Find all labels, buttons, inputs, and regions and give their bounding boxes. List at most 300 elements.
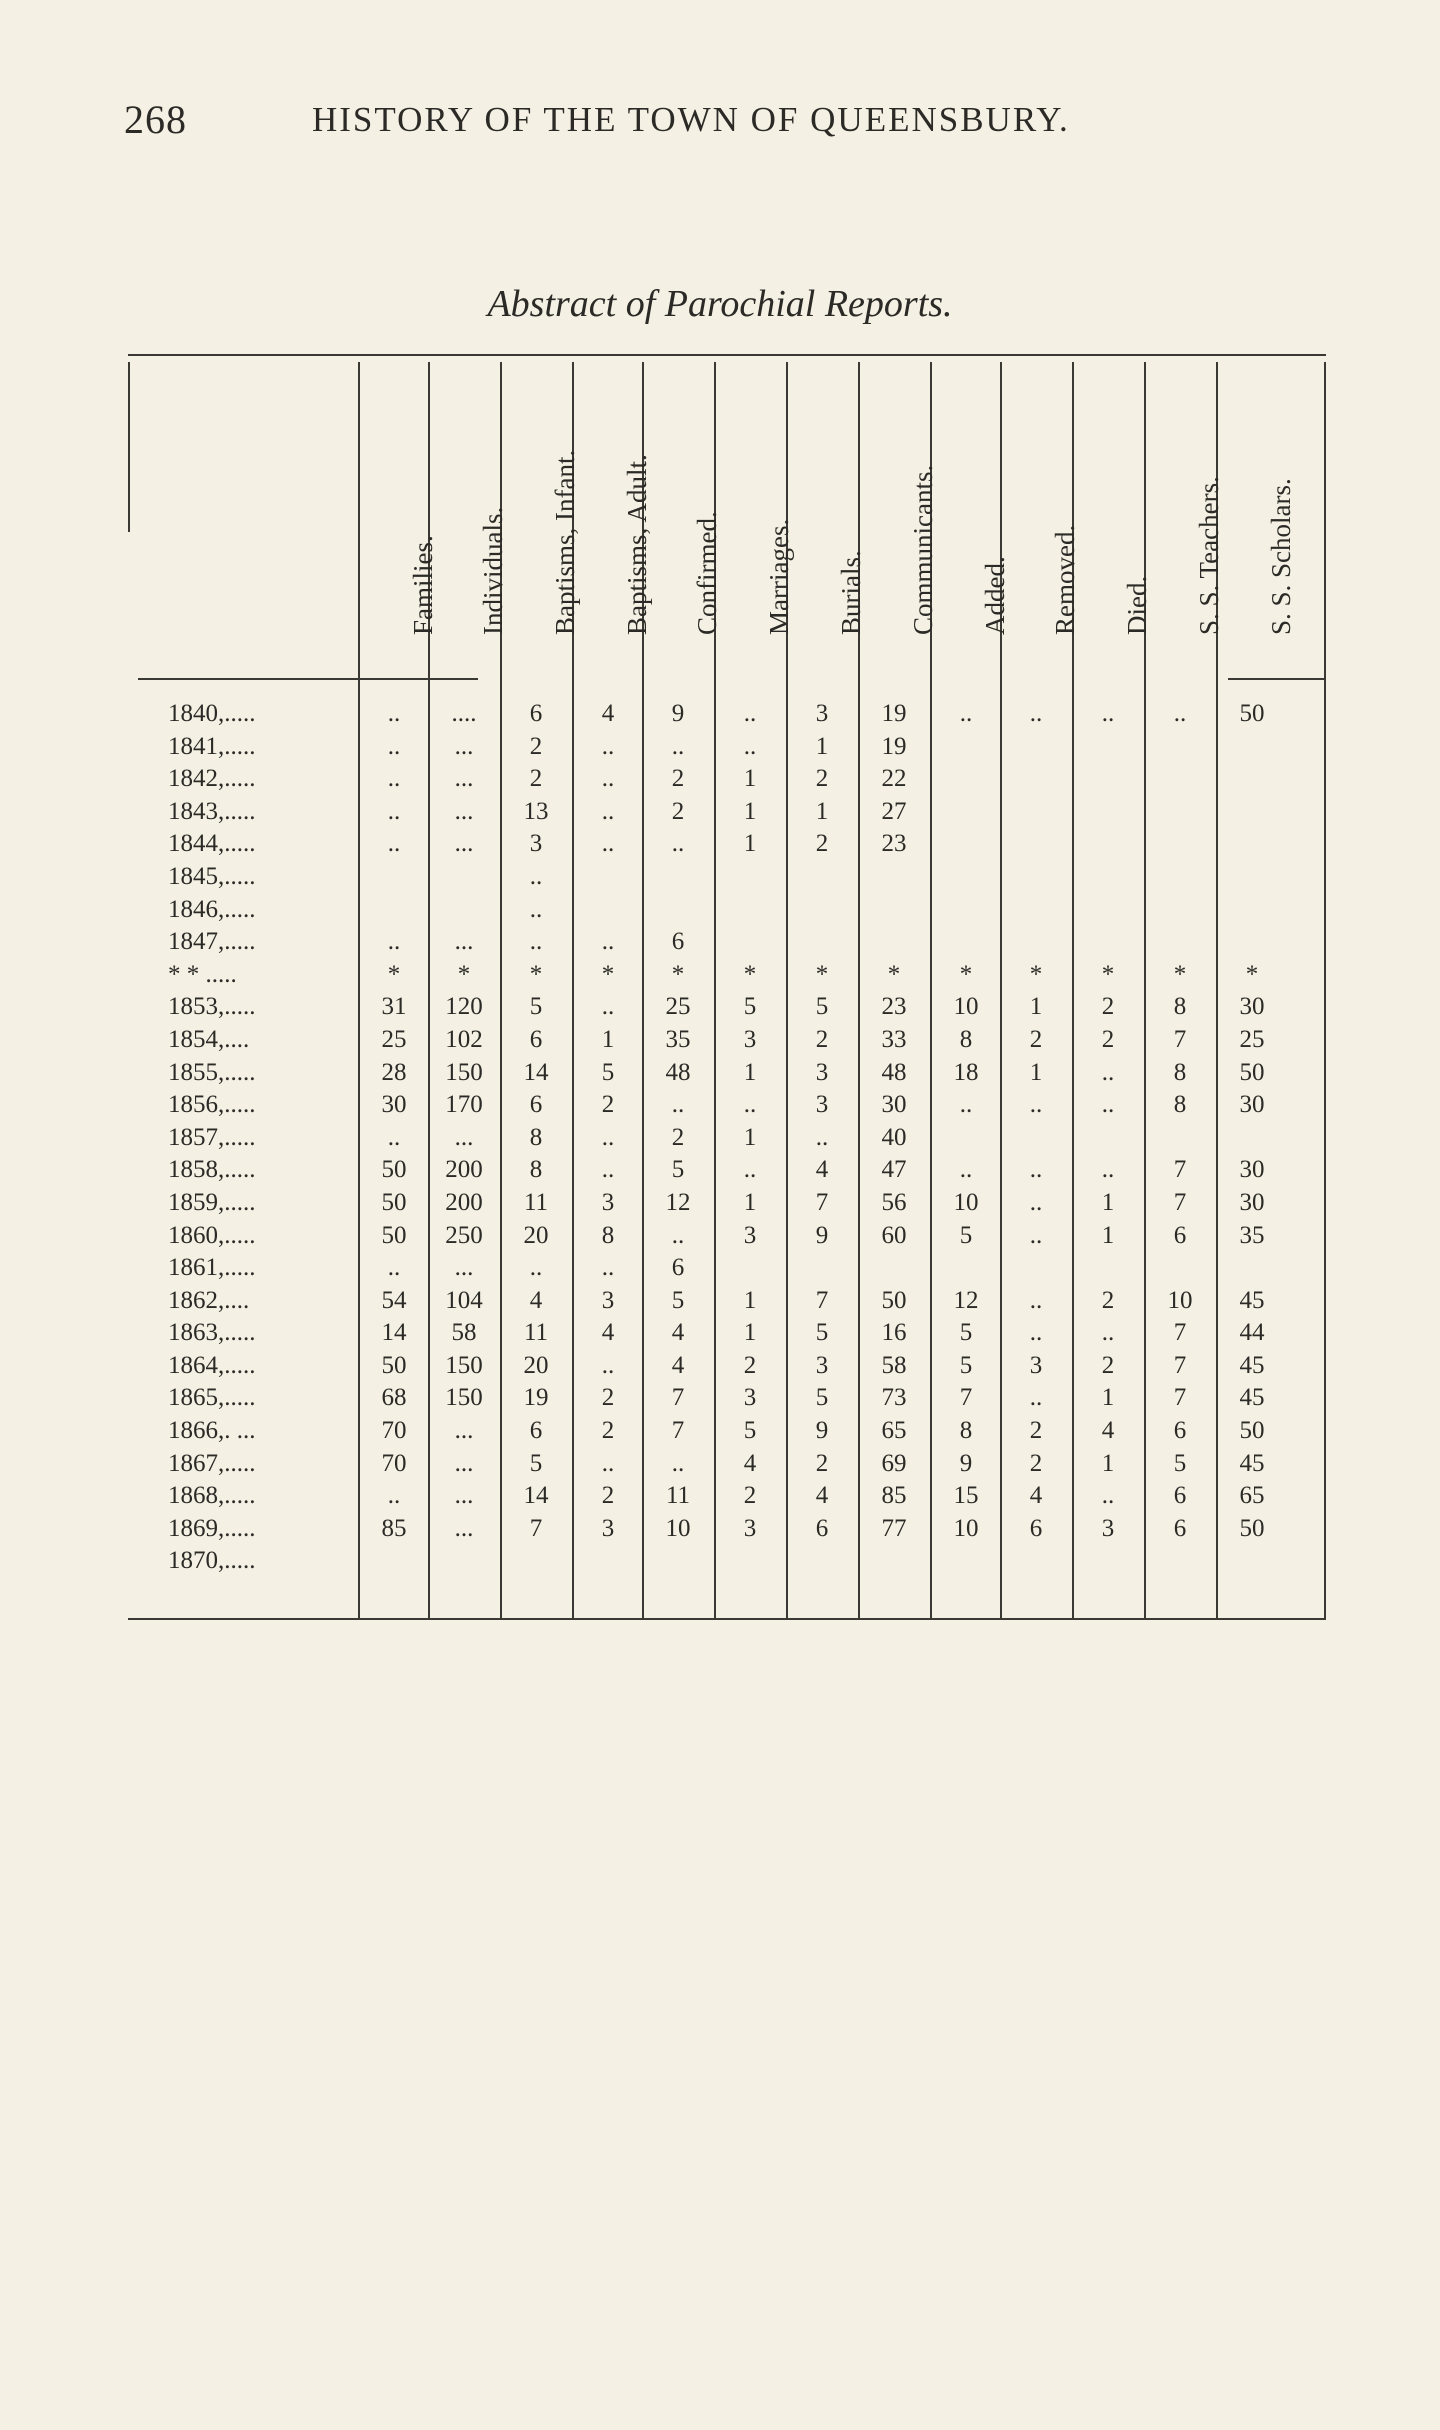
- table-row: [128, 1222, 1326, 1255]
- table-cell: 14: [523, 1058, 549, 1086]
- table-cell: 7: [1173, 1319, 1187, 1347]
- column-header-label: S. S. Scholars.: [1266, 478, 1296, 635]
- row-year: 1866,. ...: [168, 1417, 256, 1445]
- row-year: 1845,.....: [168, 862, 256, 890]
- table-cell: 58: [881, 1351, 907, 1379]
- table-cell: 50: [381, 1351, 407, 1379]
- table-cell: 120: [445, 993, 483, 1021]
- table-cell: *: [959, 960, 973, 988]
- table-cell: *: [1029, 960, 1043, 988]
- table-cell: 19: [881, 700, 907, 727]
- table-row: [128, 1547, 1326, 1580]
- table-cell: ..: [387, 732, 401, 760]
- column-header: [648, 356, 722, 666]
- column-header: [1006, 356, 1080, 666]
- table-cell: *: [387, 960, 401, 988]
- row-year: 1843,.....: [168, 797, 256, 825]
- table-cell: 2: [601, 1091, 615, 1119]
- table-cell: 1: [743, 1319, 757, 1347]
- table-cell: ...: [454, 1482, 474, 1510]
- table-cell: 9: [959, 1449, 973, 1477]
- table-row: [128, 1026, 1326, 1059]
- table-cell: 2: [529, 732, 543, 760]
- table-row: [128, 798, 1326, 831]
- table-cell: 3: [815, 1091, 829, 1119]
- table-cell: ..: [671, 1091, 685, 1119]
- table-cell: 3: [529, 830, 543, 858]
- table-cell: 4: [743, 1449, 757, 1477]
- table-cell: ..: [601, 993, 615, 1021]
- table-body: [128, 700, 1326, 1580]
- table-cell: 7: [959, 1384, 973, 1412]
- table-cell: ...: [454, 797, 474, 825]
- table-cell: 170: [445, 1091, 483, 1119]
- table-cell: 23: [881, 830, 907, 858]
- column-header-label: Added.: [980, 556, 1010, 635]
- table-cell: 30: [1239, 1091, 1265, 1119]
- row-year: 1853,.....: [168, 993, 256, 1021]
- table-cell: 85: [881, 1482, 907, 1510]
- table-cell: 2: [1029, 1449, 1043, 1477]
- table-row: [128, 1319, 1326, 1352]
- table-cell: 3: [743, 1514, 757, 1542]
- table-cell: 5: [959, 1351, 973, 1379]
- table-cell: 33: [881, 1025, 907, 1053]
- row-year: 1857,.....: [168, 1123, 256, 1151]
- table-cell: 7: [1173, 1156, 1187, 1184]
- table-cell: 50: [881, 1286, 907, 1314]
- table-cell: ..: [529, 1254, 543, 1282]
- table-cell: *: [1173, 960, 1187, 988]
- table-cell: ..: [671, 1221, 685, 1249]
- column-header: [1078, 356, 1152, 666]
- table-cell: ..: [387, 797, 401, 825]
- table-cell: 200: [445, 1156, 483, 1184]
- table-cell: ..: [601, 732, 615, 760]
- table-cell: 50: [1239, 1417, 1265, 1445]
- column-header: [578, 356, 652, 666]
- table-cell: 47: [881, 1156, 907, 1184]
- row-year: 1869,.....: [168, 1514, 256, 1542]
- table-cell: ..: [1029, 1384, 1043, 1412]
- table-cell: 25: [381, 1025, 407, 1053]
- table-cell: ....: [451, 700, 477, 727]
- table-cell: 5: [815, 1384, 829, 1412]
- table-cell: 5: [743, 1417, 757, 1445]
- table-cell: 10: [665, 1514, 691, 1542]
- table-cell: 4: [601, 700, 615, 727]
- header-rule-right: [1228, 678, 1324, 680]
- table-cell: 1: [601, 1025, 615, 1053]
- row-year: 1859,.....: [168, 1188, 256, 1216]
- table-cell: 10: [953, 1514, 979, 1542]
- table-cell: 10: [953, 993, 979, 1021]
- table-row: [128, 765, 1326, 798]
- running-title: HISTORY OF THE TOWN OF QUEENSBURY.: [312, 100, 1070, 139]
- column-header: [434, 356, 508, 666]
- table-cell: ..: [1101, 1058, 1115, 1086]
- table-cell: 7: [671, 1384, 685, 1412]
- table-cell: 150: [445, 1058, 483, 1086]
- table-cell: 8: [601, 1221, 615, 1249]
- row-year: 1863,.....: [168, 1319, 256, 1347]
- table-cell: 2: [671, 1123, 685, 1151]
- table-cell: 8: [529, 1123, 543, 1151]
- column-header-label: Confirmed.: [692, 511, 722, 635]
- table-cell: 3: [601, 1514, 615, 1542]
- table-cell: 2: [601, 1384, 615, 1412]
- table-cell: 2: [529, 765, 543, 793]
- table-cell: 25: [1239, 1025, 1265, 1053]
- table-cell: 10: [953, 1188, 979, 1216]
- table-cell: 27: [881, 797, 907, 825]
- table-cell: 30: [1239, 993, 1265, 1021]
- table-cell: ..: [387, 765, 401, 793]
- table-cell: 6: [529, 700, 543, 727]
- table-cell: 2: [1101, 1025, 1115, 1053]
- table-cell: 8: [529, 1156, 543, 1184]
- table-cell: 54: [381, 1286, 407, 1314]
- table-row: [128, 1384, 1326, 1417]
- table-cell: ..: [601, 1254, 615, 1282]
- table-cell: ..: [601, 1351, 615, 1379]
- table-cell: 77: [881, 1514, 907, 1542]
- table-cell: 35: [1239, 1221, 1265, 1249]
- table-cell: ..: [1029, 1091, 1043, 1119]
- column-header: [720, 356, 794, 666]
- column-header-label: Removed.: [1050, 524, 1080, 635]
- column-header: [936, 356, 1010, 666]
- column-header: [506, 356, 580, 666]
- row-year: 1856,.....: [168, 1091, 256, 1119]
- table-cell: 35: [665, 1025, 691, 1053]
- table-cell: ..: [529, 928, 543, 956]
- table-cell: 5: [815, 993, 829, 1021]
- table-row: [128, 863, 1326, 896]
- table-cell: 9: [671, 700, 685, 727]
- table-cell: 70: [381, 1417, 407, 1445]
- table-cell: 30: [881, 1091, 907, 1119]
- table-cell: 11: [523, 1319, 549, 1347]
- column-header-label: Baptisms, Infant.: [550, 449, 580, 635]
- table-cell: ...: [454, 830, 474, 858]
- table-cell: 11: [665, 1482, 691, 1510]
- table-cell: 4: [815, 1482, 829, 1510]
- table-cell: 6: [1173, 1221, 1187, 1249]
- table-cell: 4: [815, 1156, 829, 1184]
- table-cell: *: [1101, 960, 1115, 988]
- table-cell: 30: [1239, 1156, 1265, 1184]
- table-cell: 1: [743, 765, 757, 793]
- table-row: [128, 1287, 1326, 1320]
- table-cell: 6: [1029, 1514, 1043, 1542]
- table-cell: 2: [743, 1482, 757, 1510]
- table-cell: ...: [454, 1417, 474, 1445]
- table-cell: 6: [1173, 1482, 1187, 1510]
- table-cell: 45: [1239, 1351, 1265, 1379]
- table-cell: ..: [959, 1156, 973, 1184]
- table-cell: 1: [743, 797, 757, 825]
- table-cell: 3: [743, 1384, 757, 1412]
- row-year: 1846,.....: [168, 895, 256, 923]
- column-header: [1150, 356, 1224, 666]
- table-cell: ..: [387, 1482, 401, 1510]
- table-cell: 30: [1239, 1188, 1265, 1216]
- table-cell: ..: [387, 928, 401, 956]
- table-cell: 44: [1239, 1319, 1265, 1347]
- column-header-label: Baptisms, Adult.: [622, 454, 652, 635]
- row-year: 1867,.....: [168, 1449, 256, 1477]
- row-year: 1854,....: [168, 1025, 250, 1053]
- table-cell: ..: [671, 830, 685, 858]
- table-cell: ..: [1029, 700, 1043, 727]
- row-year: 1841,.....: [168, 732, 256, 760]
- table-cell: *: [601, 960, 615, 988]
- table-cell: 70: [381, 1449, 407, 1477]
- table-cell: 50: [1239, 1058, 1265, 1086]
- row-year: 1847,.....: [168, 928, 256, 956]
- table-cell: 7: [1173, 1025, 1187, 1053]
- table-cell: 5: [601, 1058, 615, 1086]
- table-cell: 3: [815, 1058, 829, 1086]
- table-cell: 2: [815, 830, 829, 858]
- table-cell: 5: [743, 993, 757, 1021]
- table-cell: 4: [671, 1351, 685, 1379]
- table-cell: 45: [1239, 1449, 1265, 1477]
- row-year: 1865,.....: [168, 1384, 256, 1412]
- table-cell: ..: [601, 1123, 615, 1151]
- table-row: [128, 1450, 1326, 1483]
- table-cell: ..: [601, 830, 615, 858]
- table-cell: 5: [1173, 1449, 1187, 1477]
- table-cell: 7: [529, 1514, 543, 1542]
- table-cell: *: [457, 960, 471, 988]
- table-cell: 10: [1167, 1286, 1193, 1314]
- table-cell: 23: [881, 993, 907, 1021]
- column-header-label: Burials.: [836, 550, 866, 635]
- row-year: 1862,....: [168, 1286, 250, 1314]
- table-cell: ..: [1029, 1286, 1043, 1314]
- table-cell: 8: [959, 1025, 973, 1053]
- table-cell: 102: [445, 1025, 483, 1053]
- table-row: [128, 1156, 1326, 1189]
- page-number: 268: [124, 97, 187, 142]
- table-cell: ..: [743, 1156, 757, 1184]
- table-cell: 69: [881, 1449, 907, 1477]
- table-cell: 2: [1101, 1286, 1115, 1314]
- table-cell: ..: [743, 700, 757, 727]
- table-cell: ..: [1101, 1319, 1115, 1347]
- table-cell: ..: [387, 1254, 401, 1282]
- table-cell: 1: [743, 830, 757, 858]
- table-cell: 6: [1173, 1514, 1187, 1542]
- table-row: [128, 896, 1326, 929]
- table-cell: 6: [1173, 1417, 1187, 1445]
- table-cell: ..: [1101, 1156, 1115, 1184]
- table-cell: 1: [815, 797, 829, 825]
- column-header: [364, 356, 438, 666]
- table-cell: 250: [445, 1221, 483, 1249]
- table-cell: 40: [881, 1123, 907, 1151]
- table-cell: 3: [743, 1221, 757, 1249]
- row-year: 1868,.....: [168, 1482, 256, 1510]
- table-cell: 1: [1101, 1221, 1115, 1249]
- table-cell: ..: [1029, 1156, 1043, 1184]
- table-cell: 6: [529, 1417, 543, 1445]
- table-cell: 31: [381, 993, 407, 1021]
- row-year: 1860,.....: [168, 1221, 256, 1249]
- table-cell: ...: [454, 1449, 474, 1477]
- table-cell: 13: [523, 797, 549, 825]
- table-cell: 20: [523, 1351, 549, 1379]
- table-cell: 18: [953, 1058, 979, 1086]
- table-cell: 48: [881, 1058, 907, 1086]
- table-cell: 7: [1173, 1351, 1187, 1379]
- table-cell: 65: [1239, 1482, 1265, 1510]
- table-cell: *: [815, 960, 829, 988]
- table-cell: 50: [1239, 1514, 1265, 1542]
- table-row: [128, 1352, 1326, 1385]
- table-cell: 12: [953, 1286, 979, 1314]
- table-cell: 8: [959, 1417, 973, 1445]
- table-cell: 60: [881, 1221, 907, 1249]
- table-cell: 3: [1101, 1514, 1115, 1542]
- table-cell: *: [1245, 960, 1259, 988]
- table-cell: ..: [743, 1091, 757, 1119]
- column-rule: [128, 362, 130, 532]
- table-cell: ..: [1173, 700, 1187, 727]
- table-cell: 9: [815, 1221, 829, 1249]
- table-cell: *: [529, 960, 543, 988]
- table-cell: 3: [1029, 1351, 1043, 1379]
- table-cell: 150: [445, 1384, 483, 1412]
- table-cell: 30: [381, 1091, 407, 1119]
- table-cell: ..: [601, 765, 615, 793]
- table-row: [128, 1091, 1326, 1124]
- table-row: [128, 830, 1326, 863]
- row-year: 1842,.....: [168, 765, 256, 793]
- table-cell: ..: [815, 1123, 829, 1151]
- table-cell: ...: [454, 1514, 474, 1542]
- table-cell: 7: [1173, 1384, 1187, 1412]
- column-header: [1222, 356, 1296, 666]
- table-cell: 4: [671, 1319, 685, 1347]
- table-cell: ..: [671, 1449, 685, 1477]
- table-cell: ...: [454, 1254, 474, 1282]
- table-cell: 1: [743, 1188, 757, 1216]
- table-cell: 65: [881, 1417, 907, 1445]
- table-cell: 48: [665, 1058, 691, 1086]
- table-cell: 8: [1173, 1091, 1187, 1119]
- table-cell: ...: [454, 1123, 474, 1151]
- row-year: 1840,.....: [168, 700, 256, 727]
- table-cell: 15: [953, 1482, 979, 1510]
- table-cell: 50: [381, 1156, 407, 1184]
- table-cell: ..: [959, 1091, 973, 1119]
- table-row: [128, 1189, 1326, 1222]
- table-cell: 2: [815, 1025, 829, 1053]
- table-cell: 2: [671, 797, 685, 825]
- table-cell: 2: [743, 1351, 757, 1379]
- row-year: 1855,.....: [168, 1058, 256, 1086]
- row-year: * * .....: [168, 960, 237, 988]
- table-cell: 3: [601, 1286, 615, 1314]
- table-cell: ..: [529, 895, 543, 923]
- table-cell: 2: [815, 1449, 829, 1477]
- table-cell: 6: [529, 1025, 543, 1053]
- table-cell: 16: [881, 1319, 907, 1347]
- table-cell: 1: [1029, 993, 1043, 1021]
- table-cell: 14: [381, 1319, 407, 1347]
- table-row: [128, 1059, 1326, 1092]
- table-cell: 19: [881, 732, 907, 760]
- table-cell: *: [887, 960, 901, 988]
- row-year: 1861,.....: [168, 1254, 256, 1282]
- table-cell: 1: [1101, 1449, 1115, 1477]
- table-cell: 28: [381, 1058, 407, 1086]
- table-row: [128, 1482, 1326, 1515]
- table-cell: 200: [445, 1188, 483, 1216]
- table-cell: 4: [529, 1286, 543, 1314]
- table-row: [128, 1515, 1326, 1548]
- table-cell: 68: [381, 1384, 407, 1412]
- table-cell: 73: [881, 1384, 907, 1412]
- table-cell: ...: [454, 928, 474, 956]
- table-row: [128, 1254, 1326, 1287]
- column-header: [864, 356, 938, 666]
- table-cell: 3: [743, 1025, 757, 1053]
- table-cell: 1: [815, 732, 829, 760]
- table-cell: ..: [601, 797, 615, 825]
- table-row: [128, 928, 1326, 961]
- table-cell: ..: [387, 700, 401, 727]
- table-cell: ..: [387, 1123, 401, 1151]
- table-cell: 150: [445, 1351, 483, 1379]
- table-row: [128, 1124, 1326, 1157]
- table-cell: ..: [1029, 1188, 1043, 1216]
- table-cell: 9: [815, 1417, 829, 1445]
- column-header-label: Marriages.: [764, 518, 794, 635]
- table-cell: ...: [454, 765, 474, 793]
- row-year: 1864,.....: [168, 1351, 256, 1379]
- column-header-label: Died.: [1122, 575, 1152, 635]
- table-cell: 3: [601, 1188, 615, 1216]
- table-cell: 2: [601, 1417, 615, 1445]
- row-year: 1870,.....: [168, 1547, 256, 1575]
- table-cell: ..: [1029, 1319, 1043, 1347]
- table-cell: ..: [1101, 700, 1115, 727]
- column-header: [792, 356, 866, 666]
- table-cell: 4: [601, 1319, 615, 1347]
- table-cell: 5: [529, 993, 543, 1021]
- table-cell: 6: [815, 1514, 829, 1542]
- table-cell: 25: [665, 993, 691, 1021]
- table-cell: *: [671, 960, 685, 988]
- table-cell: 58: [451, 1319, 477, 1347]
- header-rule: [138, 678, 478, 680]
- table-cell: 2: [1101, 993, 1115, 1021]
- table-cell: 56: [881, 1188, 907, 1216]
- column-header-label: S. S. Teachers.: [1194, 476, 1224, 635]
- table-cell: 12: [665, 1188, 691, 1216]
- table-cell: 5: [815, 1319, 829, 1347]
- row-year: 1844,.....: [168, 830, 256, 858]
- table-cell: 4: [1101, 1417, 1115, 1445]
- table-cell: 7: [815, 1188, 829, 1216]
- table-cell: 45: [1239, 1286, 1265, 1314]
- table-cell: 19: [523, 1384, 549, 1412]
- table-cell: 8: [1173, 993, 1187, 1021]
